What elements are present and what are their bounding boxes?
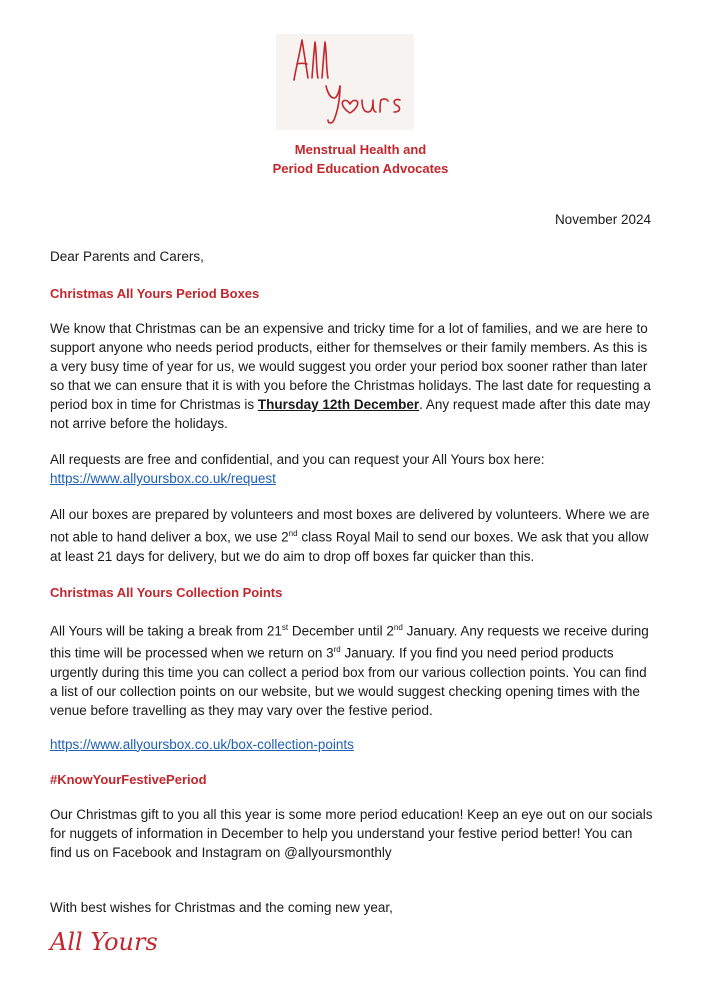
superscript: nd bbox=[393, 622, 403, 632]
letter-body bbox=[50, 247, 655, 917]
letter-date: November 2024 bbox=[554, 212, 651, 227]
text-run: December until 2 bbox=[288, 623, 394, 638]
request-link-line bbox=[50, 469, 655, 488]
tagline-line-1: Menstrual Health and bbox=[294, 142, 427, 157]
text-run: We know that Christmas can be an expensive and tricky time for a lot of families, and we are here to support anyone who needs period products, either for themselves or their family members. As this is a very busy time of year for us, we would suggest you order your period box sooner rather than later so that we can ensure that it is with you before the Christmas holidays. The last date for requesting a period box in time for Christmas is bbox=[50, 321, 651, 412]
section-heading-collection-points: Christmas All Yours Collection Points bbox=[50, 584, 283, 600]
request-paragraph: All requests are free and confidential, and you can request your All Yours box here: bbox=[50, 452, 545, 467]
section-heading-festive-period: #KnowYourFestivePeriod bbox=[50, 771, 207, 787]
period-boxes-paragraph bbox=[50, 319, 655, 433]
collection-link-line bbox=[50, 735, 655, 754]
section-heading-period-boxes: Christmas All Yours Period Boxes bbox=[50, 286, 260, 301]
superscript: rd bbox=[333, 645, 341, 654]
festive-period-paragraph: Our Christmas gift to you all this year is some more period education! Keep an eye out on our socials for nuggets of information in December to help you understand your festive period better! You can find us on Facebook and Instagram on @allyoursmonthly bbox=[50, 806, 653, 860]
collection-points-link[interactable]: https://www.allyoursbox.co.uk/box-collection-points bbox=[50, 736, 354, 752]
superscript: st bbox=[281, 622, 289, 632]
closing-line: With best wishes for Christmas and the coming new year, bbox=[50, 899, 393, 915]
deadline-date: Thursday 12th December bbox=[257, 397, 420, 412]
superscript: nd bbox=[288, 529, 298, 538]
greeting: Dear Parents and Carers, bbox=[50, 249, 204, 264]
collection-paragraph bbox=[50, 618, 655, 720]
text-run: All our boxes are prepared by volunteers and most boxes are delivered by volunteers. Where we are not able to hand deliver a box, we use 2 bbox=[50, 507, 650, 545]
text-run: January. Any requests we receive during this time will be processed when we return on 3 bbox=[50, 623, 649, 661]
tagline-line-2: Period Education Advocates bbox=[272, 161, 449, 176]
text-run: class Royal Mail to send our boxes. We ask that you allow at least 21 days for delivery, but we do aim to drop off boxes far quicker than this. bbox=[50, 529, 649, 564]
request-link[interactable]: https://www.allyoursbox.co.uk/request bbox=[50, 471, 276, 486]
signature: All Yours bbox=[50, 928, 158, 956]
text-run: January. If you find you need period products urgently during this time you can collect a period box from our various collection points. You can find a list of our collection points on our website, but we would suggest checking opening times with the venue before travelling as they may vary over the festive period. bbox=[50, 645, 647, 718]
delivery-paragraph bbox=[50, 505, 655, 566]
brand-logo bbox=[276, 34, 414, 130]
all-yours-logo-script bbox=[276, 34, 414, 130]
text-run: . Any request made after this date may not arrive before the holidays. bbox=[50, 397, 651, 431]
text-run: All Yours will be taking a break from 21 bbox=[50, 623, 282, 638]
